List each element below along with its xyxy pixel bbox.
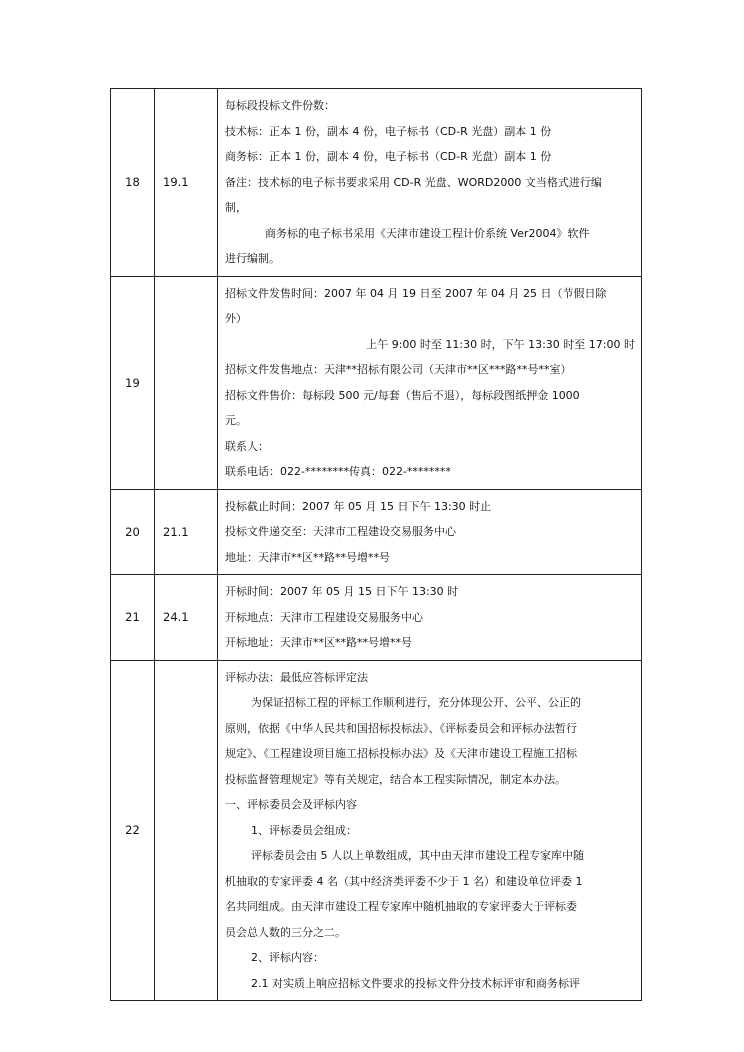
content-line: 外） bbox=[225, 312, 247, 325]
clause-number: 19.1 bbox=[155, 89, 218, 277]
content-line: 招标文件发售时间：2007 年 04 月 19 日至 2007 年 04 月 25 日（节假日除 bbox=[225, 286, 607, 300]
row-content bbox=[218, 489, 642, 575]
content-line: 投标监督管理规定》等有关规定，结合本工程实际情况，制定本办法。 bbox=[225, 772, 566, 786]
row-number: 19 bbox=[111, 276, 155, 489]
row-number: 21 bbox=[111, 575, 155, 661]
content-line: 开标地点：天津市工程建设交易服务中心 bbox=[225, 610, 423, 624]
row-number: 18 bbox=[111, 89, 155, 277]
content-line: 商务标的电子标书采用《天津市建设工程计价系统 Ver2004》软件 bbox=[265, 226, 590, 240]
clause-number: 21.1 bbox=[155, 489, 218, 575]
row-content bbox=[218, 575, 642, 661]
row-content bbox=[218, 89, 642, 277]
table-row bbox=[111, 89, 642, 277]
content-line: 进行编制。 bbox=[225, 252, 280, 265]
table-row bbox=[111, 276, 642, 489]
content-line: 评标办法：最低应答标评定法 bbox=[225, 670, 368, 684]
content-line: 投标文件递交至：天津市工程建设交易服务中心 bbox=[225, 525, 456, 538]
content-line: 投标截止时间：2007 年 05 月 15 日下午 13:30 时止 bbox=[225, 499, 492, 513]
row-number: 20 bbox=[111, 489, 155, 575]
table-row bbox=[111, 660, 642, 1001]
content-line: 2、评标内容： bbox=[251, 951, 324, 964]
content-line: 技术标：正本 1 份，副本 4 份，电子标书（CD-R 光盘）副本 1 份 bbox=[225, 124, 552, 138]
content-line: 机抽取的专家评委 4 名（其中经济类评委不少于 1 名）和建设单位评委 1 bbox=[225, 874, 583, 888]
content-line: 每标段投标文件份数： bbox=[225, 99, 335, 112]
clause-number bbox=[155, 276, 218, 489]
content-line: 元。 bbox=[225, 414, 247, 427]
row-number: 22 bbox=[111, 660, 155, 1001]
content-line: 名共同组成。由天津市建设工程专家库中随机抽取的专家评委大于评标委 bbox=[225, 900, 577, 913]
table-row bbox=[111, 575, 642, 661]
content-line: 上午 9:00 时至 11:30 时，下午 13:30 时至 17:00 时 bbox=[366, 337, 635, 351]
content-line: 开标地址：天津市**区**路**号增**号 bbox=[225, 636, 412, 649]
content-line: 规定》、《工程建设项目施工招标投标办法》及《天津市建设工程施工招标 bbox=[225, 747, 577, 760]
content-line: 一、评标委员会及评标内容 bbox=[225, 798, 357, 811]
content-line: 备注：技术标的电子标书要求采用 CD-R 光盘、WORD2000 文当格式进行编 bbox=[225, 175, 602, 189]
tender-info-table bbox=[110, 88, 642, 1001]
content-line: 地址：天津市**区**路**号增**号 bbox=[225, 550, 390, 564]
content-line: 制， bbox=[225, 201, 247, 214]
content-line: 员会总人数的三分之二。 bbox=[225, 925, 346, 939]
content-line: 2.1 对实质上响应招标文件要求的投标文件分技术标评审和商务标评 bbox=[251, 976, 580, 990]
content-line: 开标时间：2007 年 05 月 15 日下午 13:30 时 bbox=[225, 585, 459, 598]
content-line: 原则，依据《中华人民共和国招标投标法》、《评标委员会和评标办法暂行 bbox=[225, 721, 577, 735]
clause-number bbox=[155, 660, 218, 1001]
content-line: 招标文件发售地点：天津**招标有限公司（天津市**区***路**号**室） bbox=[225, 363, 572, 376]
content-line: 1、评标委员会组成： bbox=[251, 823, 357, 837]
table-row bbox=[111, 489, 642, 575]
content-line: 为保证招标工程的评标工作顺利进行，充分体现公开、公平、公正的 bbox=[251, 696, 581, 709]
content-line: 商务标：正本 1 份，副本 4 份，电子标书（CD-R 光盘）副本 1 份 bbox=[225, 150, 552, 163]
row-content bbox=[218, 276, 642, 489]
content-line: 评标委员会由 5 人以上单数组成，其中由天津市建设工程专家库中随 bbox=[251, 849, 584, 862]
content-line: 联系人： bbox=[225, 439, 269, 453]
content-line: 招标文件售价：每标段 500 元/每套（售后不退），每标段图纸押金 1000 bbox=[225, 388, 580, 402]
content-line: 联系电话：022-********传真：022-******** bbox=[225, 465, 451, 478]
row-content bbox=[218, 660, 642, 1001]
clause-number: 24.1 bbox=[155, 575, 218, 661]
